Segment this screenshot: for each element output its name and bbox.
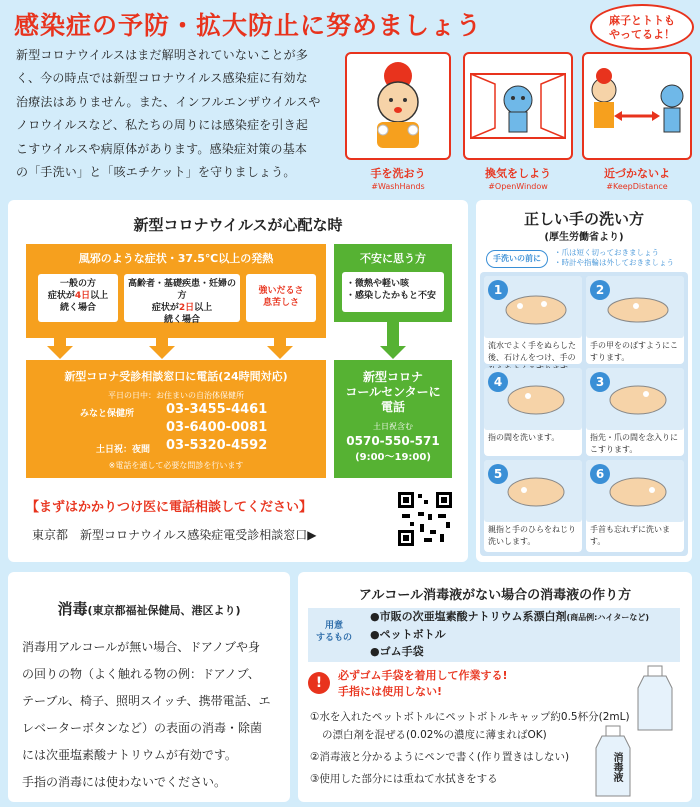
mascot-speech-bubble: 麻子とトトも やってるよ！ bbox=[590, 4, 694, 50]
call-center-box: 新型コロナ コールセンターに 電話 土日祝含む 0570-550-571 (9:00～19:00) bbox=[334, 360, 452, 478]
covid-section-title: 新型コロナウイルスが心配な時 bbox=[133, 216, 343, 234]
phone-minato-1[interactable]: 03-3455-4461 bbox=[166, 402, 268, 417]
warning-text: 必ずゴム手袋を着用して作業する! 手指には使用しない! bbox=[338, 669, 508, 698]
panel-caption-distance: 近づかないよ bbox=[604, 167, 670, 180]
handwash-step-2: 2 手の甲をのばすようにこすります。 bbox=[586, 276, 684, 364]
general-condition-box: 一般の方 症状が4日以上 続く場合 bbox=[38, 274, 118, 322]
alcohol-step-3: ③使用した部分には重ねて水拭きをする bbox=[310, 773, 498, 785]
disinfect-section bbox=[8, 572, 290, 802]
qr-code-icon[interactable] bbox=[396, 490, 454, 548]
phone-call-center[interactable]: 0570-550-571 bbox=[346, 434, 440, 448]
panel-caption-window: 換気をしよう bbox=[485, 167, 551, 180]
alcohol-section bbox=[298, 572, 692, 802]
disinfect-body: 消毒用アルコールが無い場合、ドアノブや身 の回りの物（よく触れる物の例：ドアノブ、 テーブル、椅子、照明スイッチ、携帯電話、エ レベーターボタンなど）の表面の消毒・除菌 には次亜塩素酸ナトリウムが有効です。 手指の消毒には使わないでください。 bbox=[22, 640, 271, 789]
panel-tag-distance: #KeepDistance bbox=[606, 182, 668, 191]
consultation-center-box: 新型コロナ受診相談窓口に電話(24時間対応) 平日の日中：お住まいの自治体保健所 みなと保健所 03-3455-4461 03-6400-0081 土日祝：夜間 03-5320-4592 ※電話を通して必要な問診を行います bbox=[26, 360, 326, 478]
keep-distance-illustration bbox=[582, 52, 692, 160]
arrow-down-icon bbox=[47, 346, 73, 359]
phone-minato-2[interactable]: 03-6400-0081 bbox=[166, 420, 268, 435]
handwash-step-4: 4 指の間を洗います。 bbox=[484, 368, 582, 456]
tokyo-consultation-link[interactable]: 東京都 新型コロナウイルス感染症電受診相談窓口▶ bbox=[32, 528, 317, 542]
covid-concern-section bbox=[8, 200, 468, 562]
panel-tag-window: #OpenWindow bbox=[488, 182, 548, 191]
disinfect-title: 消毒(東京都福祉保健局、港区より) bbox=[57, 600, 241, 618]
girl-washing-hands-icon bbox=[347, 54, 449, 158]
warning-icon: ! bbox=[308, 672, 330, 694]
pre-wash-label: 手洗いの前に bbox=[486, 250, 548, 268]
materials-box: 用意 するもの ●市販の次亜塩素酸ナトリウム系漂白剤(商品例:ハイターなど) ●ペットボトル ●ゴム手袋 bbox=[308, 608, 680, 662]
handwash-title: 正しい手の洗い方 bbox=[523, 210, 644, 228]
page-title: 感染症の予防・拡大防止に努めましょう bbox=[14, 11, 483, 40]
arrow-down-icon bbox=[380, 346, 406, 359]
phone-weekend[interactable]: 03-5320-4592 bbox=[166, 438, 268, 453]
wash-hands-illustration bbox=[345, 52, 451, 160]
family-doctor-notice: 【まずはかかりつけ医に電話相談してください】 bbox=[26, 500, 313, 515]
alcohol-title: アルコール消毒液がない場合の消毒液の作り方 bbox=[358, 588, 632, 603]
bottle-label: 消毒液 bbox=[611, 752, 622, 782]
arrow-down-icon bbox=[267, 346, 293, 359]
keep-distance-icon bbox=[584, 54, 690, 158]
consultation-center-title: 新型コロナ受診相談窓口に電話(24時間対応) bbox=[64, 370, 288, 383]
handwash-step-6: 6 手首も忘れずに洗います。 bbox=[586, 460, 684, 552]
high-risk-condition-box: 高齢者・基礎疾患・妊婦の方 症状が2日以上 続く場合 bbox=[124, 274, 240, 322]
anxious-box: 不安に思う方 ・微熱や軽い咳 ・感染したかもと不安 bbox=[334, 244, 452, 322]
severe-symptom-box: 強いだるさ 息苦しさ bbox=[246, 274, 316, 322]
panel-caption-wash: 手を洗おう bbox=[370, 167, 426, 180]
handwash-section: 正しい手の洗い方 (厚生労働省より) 手洗いの前に ・爪は短く切っておきましょう ・時計や指輪は外しておきましょう 1 流水でよく手をぬらした後、石けんをつけ、手の 2 手の甲をのばすようにこすります。 4 指の間を洗います。 3 指先・爪の間を念入りにこすります。 5 親指と手のひらをねじり洗いします。 6 手首も忘れずに洗います。 bbox=[476, 200, 692, 562]
arrow-down-icon bbox=[149, 346, 175, 359]
panel-tag-wash: #WashHands bbox=[371, 182, 425, 191]
symptom-box bbox=[26, 244, 326, 338]
open-window-illustration bbox=[463, 52, 573, 160]
handwash-step-3: 3 指先・爪の間を念入りにこすります。 bbox=[586, 368, 684, 456]
alcohol-step-1: ①水を入れたペットボトルにペットボトルキャップ約0.5杯分(2mL) の漂白剤を混ぜる(0.02%の濃度に薄まればOK) bbox=[310, 711, 630, 741]
symptom-header: 風邪のような症状・37.5℃以上の発熱 bbox=[78, 252, 274, 265]
alcohol-step-2: ②消毒液と分かるようにペンで書く(作り置きはしない) bbox=[310, 751, 570, 763]
bottle-icon bbox=[632, 664, 678, 734]
handwash-step-1: 1 流水でよく手をぬらした後、石けんをつけ、手の bbox=[484, 276, 582, 364]
intro-text: 新型コロナウイルスはまだ解明されていないことが多 く、今の時点では新型コロナウイルス感染症に有効な 治療法はありません。また、インフルエンザウイルスや ノロウイルスなど、私たちの周りには感染症を引き起 こすウイルスや病原体があります。感染症対策の基本 の「手洗い」と「咳エチケット」を守りましょう。 bbox=[16, 48, 321, 180]
handwash-steps-grid bbox=[480, 272, 688, 556]
handwash-step-5: 5 親指と手のひらをねじり洗いします。 bbox=[484, 460, 582, 552]
cat-opening-window-icon bbox=[465, 54, 571, 158]
